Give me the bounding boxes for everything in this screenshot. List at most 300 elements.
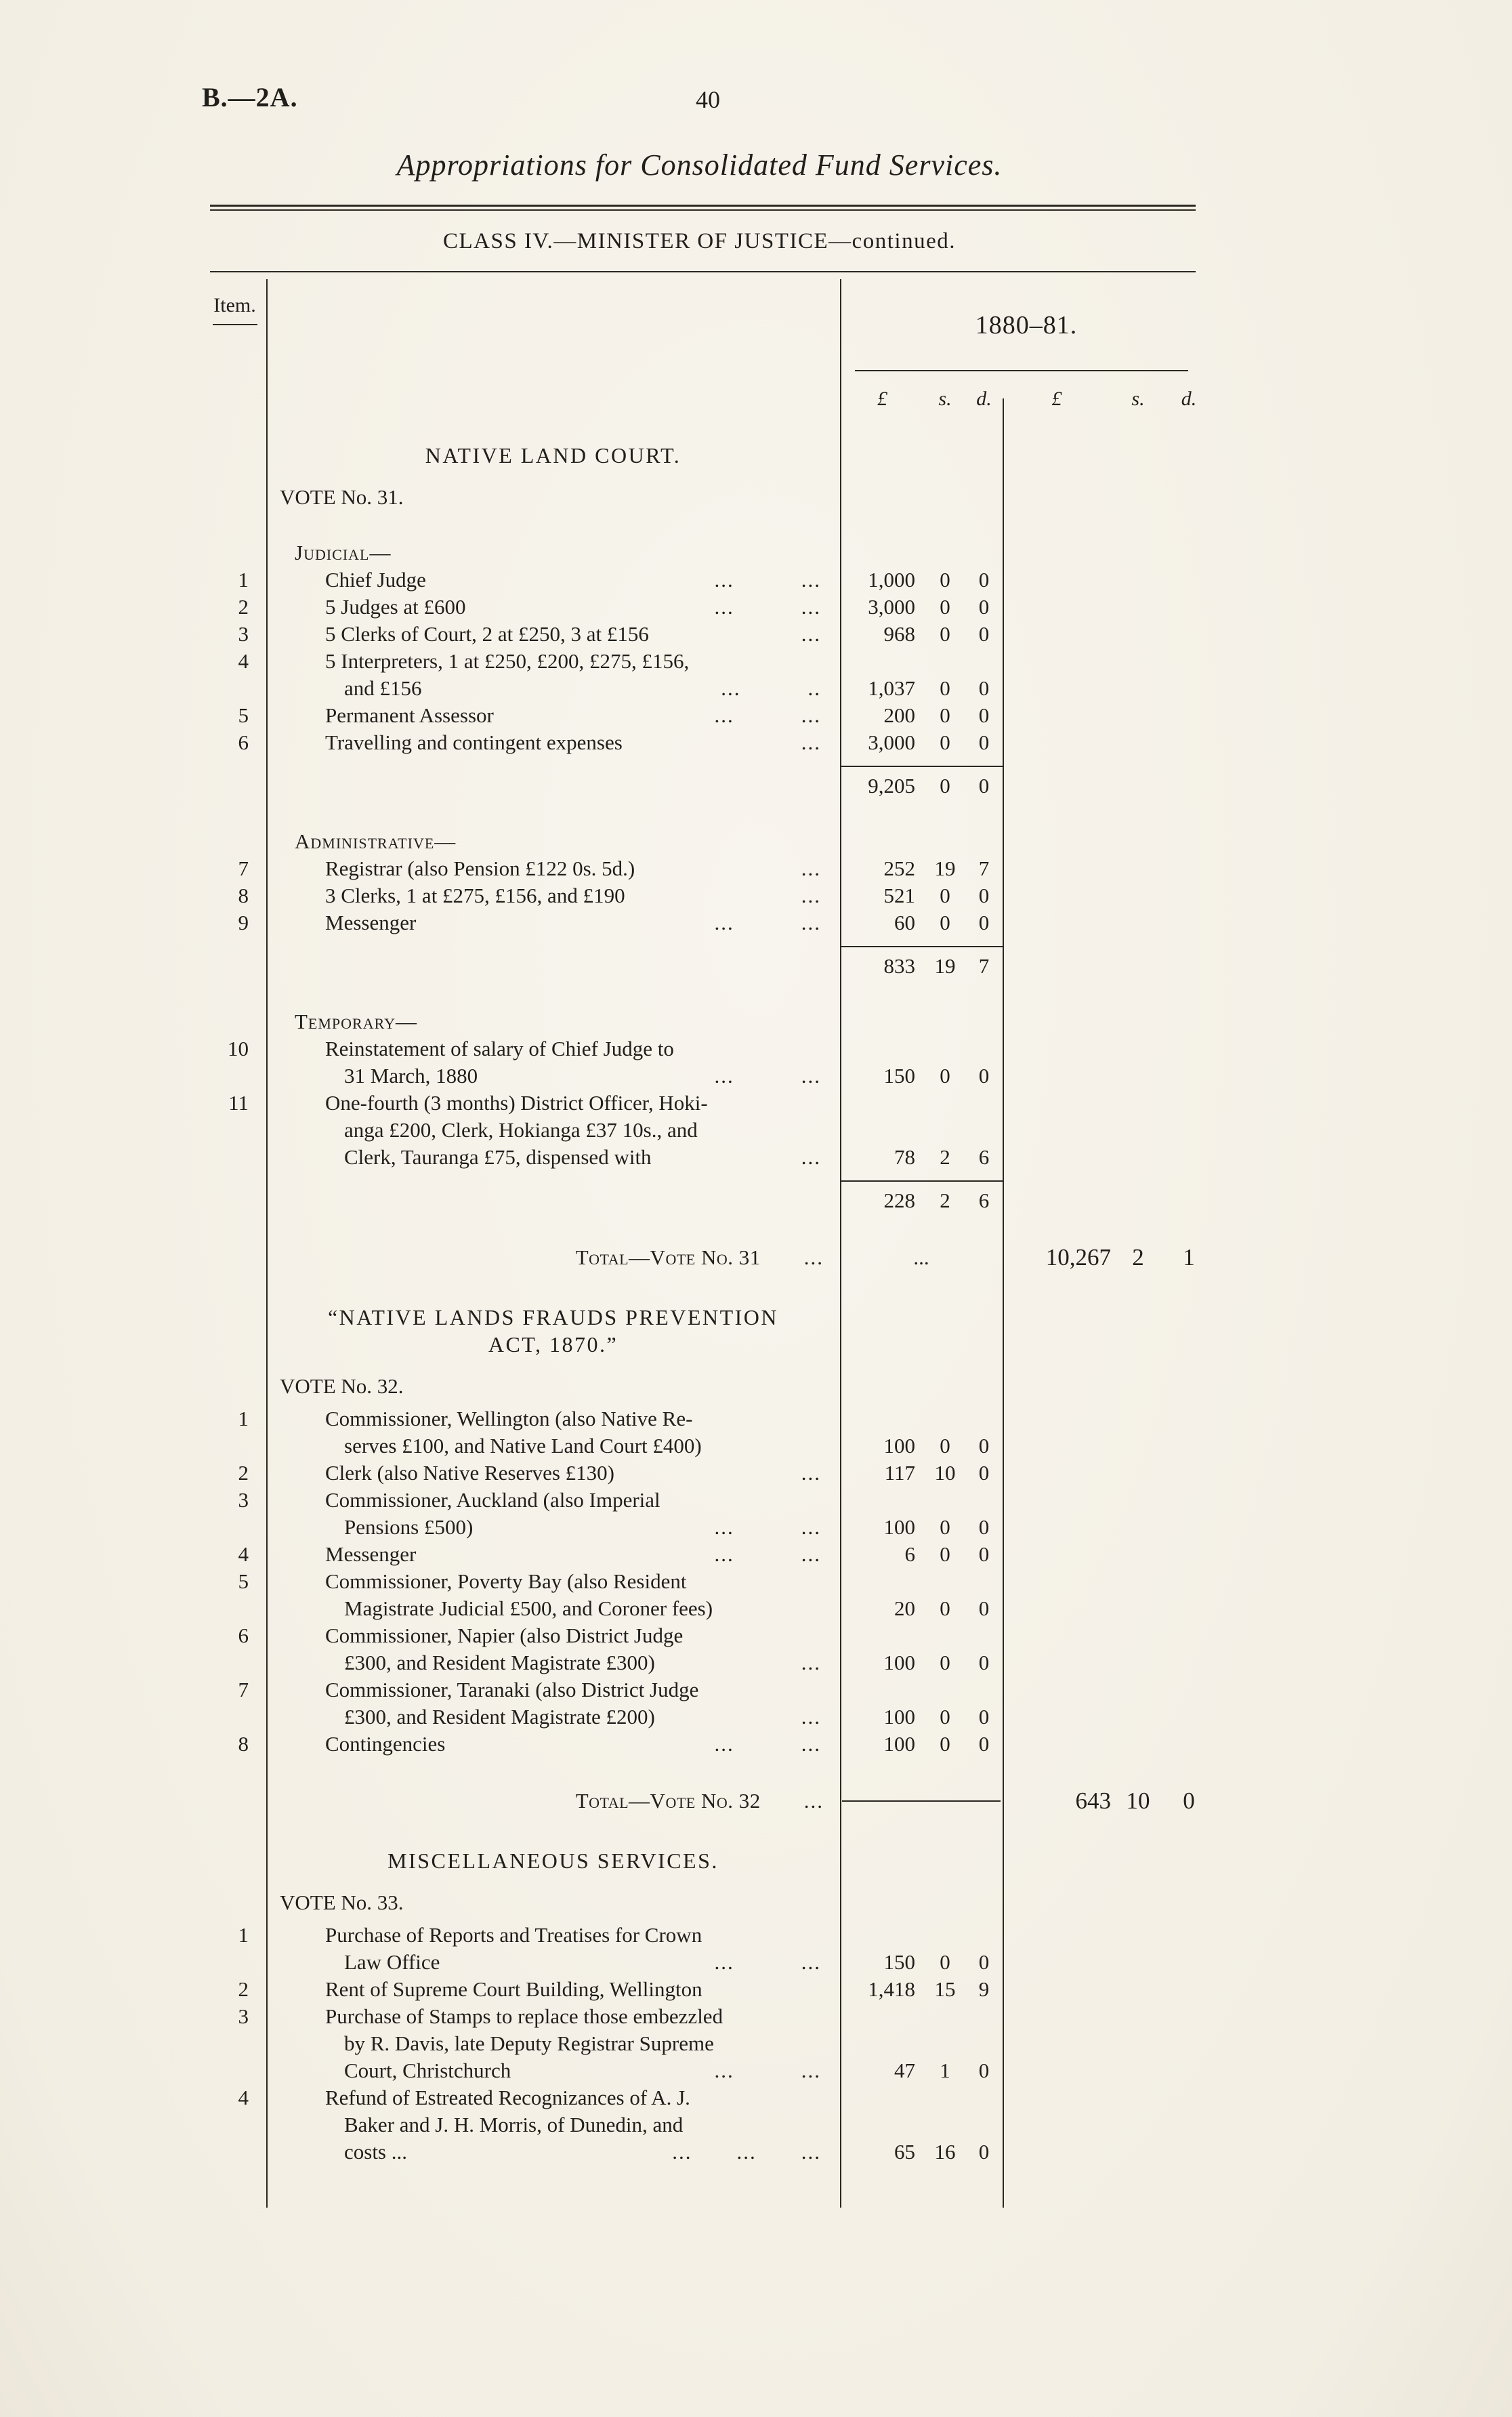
item-column-header: [203, 275, 266, 439]
text-line: [266, 1331, 840, 1358]
amount-pence: 0: [978, 1064, 990, 1088]
description: [266, 1922, 840, 1976]
table-body: [203, 442, 1213, 2166]
table-row: [203, 1373, 1213, 1400]
line-text: 5 Interpreters, 1 at £250, £200, £275, £156,: [325, 649, 690, 673]
text-line: [266, 1847, 840, 1874]
table-row: [203, 1405, 1213, 1460]
text-line: [266, 1568, 840, 1595]
item-number: 4: [238, 649, 249, 673]
text-line: [266, 702, 840, 729]
text-line: [266, 1144, 840, 1171]
text-line: [266, 1035, 840, 1062]
item-number: 1: [238, 1923, 249, 1947]
text-line: [266, 1595, 840, 1622]
description: [266, 1180, 840, 1214]
item-number: 6: [238, 730, 249, 754]
text-line: [266, 1514, 840, 1541]
header-rule: [210, 271, 1196, 272]
text-line: [266, 882, 840, 909]
table-header: [203, 275, 1213, 439]
line-text: anga £200, Clerk, Hokianga £37 10s., and: [344, 1118, 698, 1142]
amount-pounds: 47: [894, 2059, 915, 2082]
item-header-rule: [213, 324, 257, 325]
table-row: [203, 1008, 1213, 1035]
text-line: [266, 1889, 840, 1916]
text-line: [266, 1949, 840, 1976]
item-number: 9: [238, 911, 249, 934]
dots-leader: ...: [803, 1789, 824, 1813]
text-line: [266, 566, 840, 594]
description: [266, 594, 840, 621]
amount-pounds: 9,205: [840, 766, 925, 800]
money-divider-rule: [1003, 398, 1004, 2208]
text-line: [266, 2003, 840, 2030]
amount-shillings: 0: [940, 884, 950, 907]
line-text: ACT, 1870.”: [488, 1332, 618, 1357]
amount-pence: 0: [978, 884, 990, 907]
text-line: [266, 2139, 840, 2166]
amount-pounds: 60: [894, 911, 915, 934]
amount-shillings: 16: [934, 2140, 956, 2164]
line-text: Commissioner, Wellington (also Native Re-: [325, 1407, 693, 1430]
line-text: Law Office: [344, 1950, 440, 1974]
description: [266, 484, 840, 511]
amount-shillings: 0: [940, 1705, 950, 1729]
amount-shillings: 0: [940, 1596, 950, 1620]
text-line: [266, 729, 840, 756]
amount-pence: 0: [978, 1950, 990, 1974]
amount-pounds: 521: [883, 884, 915, 907]
item-number: 2: [238, 1461, 249, 1485]
money-column-one: [840, 1788, 1003, 1815]
currency-headers: [840, 371, 1213, 411]
pounds-header: £: [877, 388, 887, 410]
table-row: [203, 1035, 1213, 1090]
table-row: [203, 2084, 1213, 2166]
item-number: 5: [238, 1569, 249, 1593]
description: [266, 539, 840, 566]
description: [266, 621, 840, 648]
line-text: Permanent Assessor: [325, 703, 494, 727]
line-text: £300, and Resident Magistrate £200): [344, 1705, 655, 1729]
amount-pence: 0: [978, 730, 990, 754]
item-column-label: Item.: [213, 294, 256, 316]
item-number: 7: [238, 856, 249, 880]
description: [266, 1622, 840, 1676]
description: [266, 1847, 840, 1874]
table-row: [203, 1304, 1213, 1358]
item-number: 11: [228, 1091, 249, 1115]
description: [266, 1008, 840, 1035]
table-row: [203, 1568, 1213, 1622]
description: [266, 702, 840, 729]
table-row: [203, 1487, 1213, 1541]
class-heading: CLASS IV.—MINISTER OF JUSTICE—continued.: [442, 229, 956, 253]
description: [266, 1541, 840, 1568]
table-row: [203, 539, 1213, 566]
amount-pence: 7: [978, 856, 990, 880]
amount-shillings: 1: [940, 2059, 950, 2082]
dots-leader: ... ...: [714, 911, 821, 934]
description: [266, 729, 840, 756]
total-pence: 1: [1183, 1244, 1195, 1271]
item-number: 2: [238, 1977, 249, 2001]
line-text: Commissioner, Poverty Bay (also Resident: [325, 1569, 687, 1593]
shillings-header: s.: [938, 388, 952, 410]
total-shillings: 10: [1126, 1788, 1150, 1814]
line-text: Purchase of Reports and Treatises for Crown: [325, 1923, 702, 1947]
amount-pence: 0: [978, 622, 990, 646]
line-text: £300, and Resident Magistrate £300): [344, 1651, 655, 1674]
amount-pounds: 6: [904, 1542, 915, 1566]
amount-shillings: 0: [940, 1515, 950, 1539]
text-line: [266, 1062, 840, 1090]
table-row: [203, 855, 1213, 882]
amount-pounds: 1,000: [868, 568, 915, 592]
description: [266, 1568, 840, 1622]
amount-pounds: 100: [883, 1705, 915, 1729]
item-number: 3: [238, 1488, 249, 1512]
dots-leader: ...: [801, 884, 821, 907]
description: [266, 1373, 840, 1400]
amount-shillings: 0: [940, 622, 950, 646]
dots-leader: ... ...: [714, 2059, 821, 2082]
line-text: Clerk (also Native Reserves £130): [325, 1461, 614, 1485]
amount-pounds: 252: [883, 856, 915, 880]
line-text: One-fourth (3 months) District Officer, Hoki-: [325, 1091, 708, 1115]
amount-pounds: 100: [883, 1651, 915, 1674]
line-text: Baker and J. H. Morris, of Dunedin, and: [344, 2113, 684, 2136]
amount-pence: 0: [978, 703, 990, 727]
amount-pence: 0: [978, 2059, 990, 2082]
table-row: [203, 1090, 1213, 1171]
amount-shillings: 0: [940, 911, 950, 934]
amount-shillings: 0: [940, 676, 950, 700]
table-row: [203, 1922, 1213, 1976]
document-reference: B.—2A.: [202, 82, 298, 112]
table-row: [203, 484, 1213, 511]
table-row: [203, 442, 1213, 469]
table-row: [203, 1889, 1213, 1916]
dots-leader: ...: [913, 1245, 929, 1269]
dots-leader: ...: [801, 1145, 821, 1169]
table-row: [203, 1788, 1213, 1815]
total-label: Total—Vote No. 31: [575, 1245, 761, 1269]
amount-shillings: 0: [940, 1064, 950, 1088]
line-text: Rent of Supreme Court Building, Wellington: [325, 1977, 702, 2001]
amount-shillings: 0: [940, 730, 950, 754]
line-text: and £156: [344, 676, 422, 700]
line-text: VOTE No. 31.: [280, 485, 404, 509]
amount-pounds: 1,418: [868, 1977, 915, 2001]
total-rule: [842, 1800, 1001, 1802]
description: [266, 1487, 840, 1541]
pence-header: d.: [976, 388, 992, 410]
table-row: [203, 1460, 1213, 1487]
line-text: VOTE No. 32.: [280, 1374, 404, 1398]
description: [266, 828, 840, 855]
total-pence: 0: [1183, 1788, 1195, 1814]
item-number: 1: [238, 568, 249, 592]
page-number: 40: [696, 86, 720, 113]
table-row: [203, 766, 1213, 800]
table-row: [203, 946, 1213, 980]
amount-pence: 0: [978, 1542, 990, 1566]
amount-pounds: 100: [883, 1434, 915, 1458]
line-text: Reinstatement of salary of Chief Judge to: [325, 1037, 674, 1060]
line-text: Commissioner, Napier (also District Judge: [325, 1624, 684, 1647]
table-row: [203, 1180, 1213, 1214]
line-text: Temporary—: [295, 1010, 417, 1033]
text-line: [266, 828, 840, 855]
table-row: [203, 882, 1213, 909]
dots-leader: ... ...: [714, 595, 821, 619]
amount-pence: 0: [978, 568, 990, 592]
item-number: 4: [238, 2086, 249, 2109]
dots-leader: ...: [801, 730, 821, 754]
description: [266, 766, 840, 800]
table-row: [203, 648, 1213, 702]
text-line: [266, 1117, 840, 1144]
amount-pounds: 228: [840, 1180, 925, 1214]
total-pounds: 643: [1075, 1788, 1111, 1814]
amount-pounds: 3,000: [868, 730, 915, 754]
amount-pounds: 150: [883, 1950, 915, 1974]
amount-shillings: 0: [940, 1950, 950, 1974]
amount-pence: 0: [978, 2140, 990, 2164]
amount-shillings: 19: [925, 946, 965, 980]
line-text: NATIVE LAND COURT.: [425, 443, 681, 468]
amount-shillings: 0: [940, 1651, 950, 1674]
appropriations-table: [203, 275, 1213, 2240]
shillings-header: s.: [1131, 388, 1145, 410]
line-text: Refund of Estreated Recognizances of A. J.: [325, 2086, 690, 2109]
amount-pence: 0: [978, 1515, 990, 1539]
description: [266, 1405, 840, 1460]
page-title: Appropriations for Consolidated Fund Services.: [396, 148, 1003, 182]
amount-pence: 0: [978, 1596, 990, 1620]
table-row: [203, 729, 1213, 756]
amount-shillings: 2: [925, 1180, 965, 1214]
amount-pounds: 150: [883, 1064, 915, 1088]
item-number: 8: [238, 1732, 249, 1756]
dots-leader: ... ...: [714, 568, 821, 592]
amount-shillings: 2: [940, 1145, 950, 1169]
line-text: serves £100, and Native Land Court £400): [344, 1434, 702, 1458]
item-number: 3: [238, 2004, 249, 2028]
item-column-rule: [266, 279, 268, 2208]
text-line: [266, 1405, 840, 1432]
text-line: [266, 1304, 840, 1331]
description: [266, 1731, 840, 1758]
dots-leader: ... ... ...: [672, 2140, 821, 2164]
text-line: [266, 1922, 840, 1949]
dots-leader: ...: [801, 1705, 821, 1729]
table-row: [203, 1676, 1213, 1731]
dots-leader: ... ...: [714, 1515, 821, 1539]
line-text: 5 Judges at £600: [325, 595, 466, 619]
amount-shillings: 19: [934, 856, 956, 880]
amount-pounds: 100: [883, 1515, 915, 1539]
item-number: 3: [238, 622, 249, 646]
line-text: costs ...: [344, 2140, 407, 2164]
line-text: 3 Clerks, 1 at £275, £156, and £190: [325, 884, 625, 907]
line-text: Clerk, Tauranga £75, dispensed with: [344, 1145, 652, 1169]
text-line: [266, 2084, 840, 2111]
table-row: [203, 1622, 1213, 1676]
text-line: [266, 2030, 840, 2057]
amount-shillings: 15: [934, 1977, 956, 2001]
text-line: [266, 1090, 840, 1117]
text-line: [266, 484, 840, 511]
description: [266, 882, 840, 909]
dots-leader: ...: [801, 1651, 821, 1674]
amount-pence: 9: [978, 1977, 990, 2001]
description: [266, 909, 840, 936]
text-line: [266, 621, 840, 648]
amount-pence: 0: [978, 1732, 990, 1756]
text-line: [266, 855, 840, 882]
text-line: [266, 909, 840, 936]
text-line: [266, 2057, 840, 2084]
line-text: MISCELLANEOUS SERVICES.: [387, 1848, 719, 1873]
amount-pence: 0: [978, 1461, 990, 1485]
item-number: 10: [228, 1037, 249, 1060]
amount-pounds: 65: [894, 2140, 915, 2164]
table-row: [203, 2003, 1213, 2084]
line-text: Judicial—: [295, 541, 392, 564]
text-line: [266, 539, 840, 566]
line-text: by R. Davis, late Deputy Registrar Supreme: [344, 2031, 714, 2055]
amount-pounds: 3,000: [868, 595, 915, 619]
line-text: 5 Clerks of Court, 2 at £250, 3 at £156: [325, 622, 649, 646]
description: [266, 855, 840, 882]
item-number: 1: [238, 1407, 249, 1430]
text-line: [266, 648, 840, 675]
description: [266, 442, 840, 469]
amount-shillings: 0: [940, 1542, 950, 1566]
pence-header: d.: [1181, 388, 1197, 410]
line-text: Commissioner, Auckland (also Imperial: [325, 1488, 660, 1512]
description-column-header: [266, 275, 840, 439]
amount-pence: 0: [978, 1434, 990, 1458]
text-line: [266, 442, 840, 469]
dots-leader: ... ...: [714, 1064, 821, 1088]
description: [266, 1035, 840, 1090]
amount-pence: 0: [978, 911, 990, 934]
fiscal-year-label: 1880–81.: [975, 311, 1078, 339]
amount-pounds: 78: [894, 1145, 915, 1169]
description: [266, 1244, 840, 1271]
text-line: [266, 1432, 840, 1460]
table-row: [203, 1244, 1213, 1271]
text-line: [266, 675, 840, 702]
table-row: [203, 621, 1213, 648]
amount-pounds: 1,037: [868, 676, 915, 700]
amount-shillings: 0: [940, 703, 950, 727]
line-text: Commissioner, Taranaki (also District Judge: [325, 1678, 699, 1701]
text-line: [266, 1541, 840, 1568]
table-row: [203, 566, 1213, 594]
amount-pence: 0: [978, 676, 990, 700]
dots-leader: ... ...: [714, 1732, 821, 1756]
money-column-one: [840, 1244, 1003, 1271]
amount-shillings: 0: [940, 1434, 950, 1458]
dots-leader: ... ...: [714, 1542, 821, 1566]
line-text: Travelling and contingent expenses: [325, 730, 623, 754]
description: [266, 2003, 840, 2084]
year-column-header: [840, 275, 1213, 439]
item-number: 6: [238, 1624, 249, 1647]
amount-shillings: 0: [940, 1732, 950, 1756]
item-number: 4: [238, 1542, 249, 1566]
total-label: Total—Vote No. 32: [575, 1789, 761, 1813]
description: [266, 1676, 840, 1731]
description: [266, 2084, 840, 2166]
line-text: Purchase of Stamps to replace those embezzled: [325, 2004, 723, 2028]
amount-pence: 0: [965, 766, 1003, 800]
line-text: 31 March, 1880: [344, 1064, 478, 1088]
total-pounds: 10,267: [1045, 1244, 1111, 1271]
line-text: Pensions £500): [344, 1515, 474, 1539]
item-number: 2: [238, 595, 249, 619]
line-text: “NATIVE LANDS FRAUDS PREVENTION: [327, 1305, 779, 1329]
text-line: [266, 594, 840, 621]
description: [266, 1460, 840, 1487]
dots-leader: ...: [801, 1461, 821, 1485]
description: [266, 1976, 840, 2003]
amount-pence: 6: [965, 1180, 1003, 1214]
double-rule: [210, 205, 1196, 211]
line-text: Chief Judge: [325, 568, 426, 592]
line-text: Contingencies: [325, 1732, 446, 1756]
line-text: Messenger: [325, 1542, 417, 1566]
table-row: [203, 909, 1213, 936]
dots-leader: ...: [801, 622, 821, 646]
description: [266, 1889, 840, 1916]
amount-pounds: 117: [884, 1461, 915, 1485]
description: [266, 1304, 840, 1358]
dots-leader: ... ...: [714, 1950, 821, 1974]
amount-pence: 6: [978, 1145, 990, 1169]
item-number: 5: [238, 703, 249, 727]
line-text: Messenger: [325, 911, 417, 934]
table-row: [203, 702, 1213, 729]
text-line: [266, 1373, 840, 1400]
description: [266, 946, 840, 980]
description: [266, 566, 840, 594]
description: [266, 648, 840, 702]
amount-pence: 0: [978, 595, 990, 619]
text-line: [266, 1622, 840, 1649]
line-text: Court, Christchurch: [344, 2059, 511, 2082]
item-number: 8: [238, 884, 249, 907]
table-row: [203, 1731, 1213, 1758]
amount-pence: 0: [978, 1651, 990, 1674]
amount-shillings: 0: [925, 766, 965, 800]
table-row: [203, 1847, 1213, 1874]
amount-pounds: 833: [840, 946, 925, 980]
amount-shillings: 10: [934, 1461, 956, 1485]
money-column-rule: [840, 279, 841, 2208]
text-line: [266, 1703, 840, 1731]
pounds-header: £: [1051, 388, 1062, 410]
dots-leader: ... ...: [714, 703, 821, 727]
amount-pounds: 968: [883, 622, 915, 646]
dots-leader: ...: [801, 856, 821, 880]
text-line: [266, 1487, 840, 1514]
